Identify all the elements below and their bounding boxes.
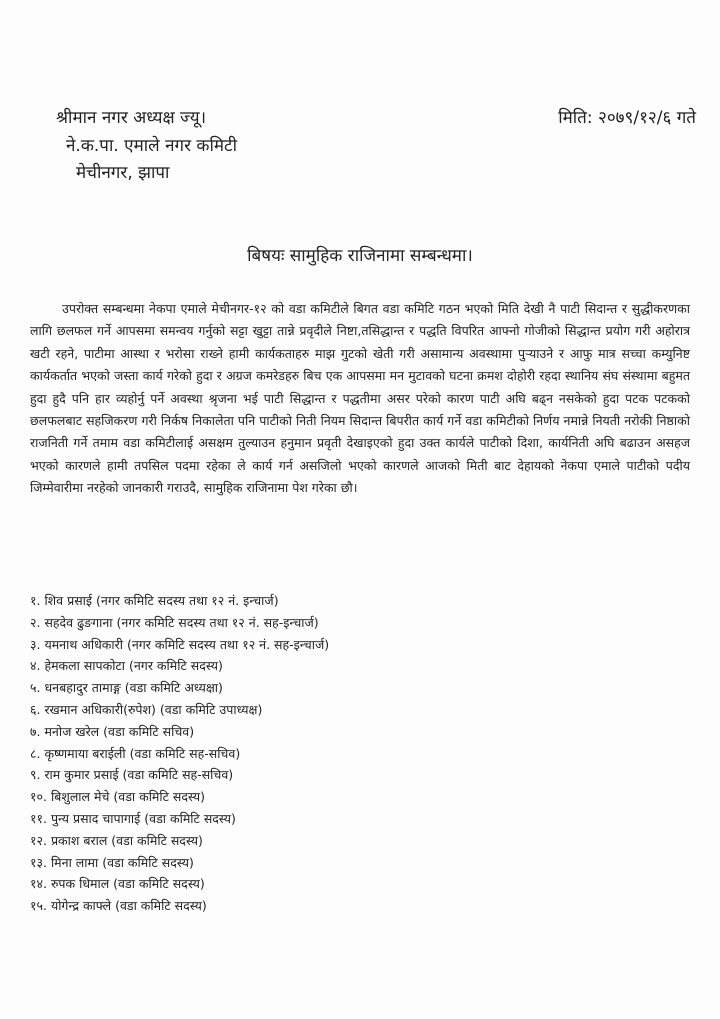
signatory-item: ७. मनोज खरेल (वडा कमिटि सचिव) <box>30 723 195 739</box>
letter-body: उपरोक्त सम्बन्धमा नेकपा एमाले मेचीनगर-१२ को वडा कमिटीले बिगत वडा कमिटि गठन भएको मिति देखी नै पाटी सिदान्त र सुद्धीकरणका लागि छलफल गर्ने आपसमा समन्वय गर्नुको सट्टा खुट्टा तान्ने प्रवृदीले निष्टा,तसिद्धान्त र पद्धति विपरित आफ्नो गोजीको सिद्धान्त प्रयोग गरी अहोरात्र खटी रहने, पाटीमा आस्था र भरोसा राख्ने हामी कार्यकताहरु माझ गुटको खेती गरी असामान्य अवस्थामा पुऱ्याउने र आफु मात्र सच्चा कम्युनिष्ट कार्यकर्तात भएको जस्ता कार्य गरेको हुदा र अग्रज कमरेडहरु बिच एक आपसमा मन मुटावको घटना क्रमश दोहोरी रहदा स्थानिय संघ संस्थामा बहुमत हुदा हुदै पनि हार व्यहोर्नु पर्ने अवस्था श्रृजना भई पाटी सिद्धान्त र पद्धतीमा असर परेको कारण पाटी अघि बढ्न नसकेको हुदा पटक पटकको छलफलबाट सहजिकरण गरी निर्कष निकालेता पनि पाटीको निती नियम सिदान्त बिपरीत कार्य गर्ने वडा कमिटीको निर्णय नमान्ने नियती नरोकी निष्ठाको राजनिती गर्ने तमाम वडा कमिटीलाई असक्षम तुल्याउन हनुमान प्रवृती देखाइएको हुदा उक्त कार्यले पाटीको दिशा, कार्यनिती अघि बढाउन असहज भएको कारणले हामी तपसिल पदमा रहेका ले कार्य गर्न असजिलो भएको कारणले आजको मिती बाट देहायको नेकपा एमाले पाटीको पदीय जिम्मेवारीमा नरहेको जानकारी गराउदै, सामुहिक राजिनामा पेश गरेका छौ। <box>30 301 690 496</box>
signatory-item: ४. हेमकला सापकोटा (नगर कमिटि सदस्य) <box>30 658 223 674</box>
recipient-line-1: श्रीमान नगर अध्यक्ष ज्यू। <box>56 108 207 128</box>
letter-subject: बिषयः सामुहिक राजिनामा सम्बन्धमा। <box>247 246 473 266</box>
signatory-item: ६. रखमान अधिकारी(रुपेश) (वडा कमिटि उपाध्यक्ष) <box>30 701 263 717</box>
recipient-line-2: ने.क.पा. एमाले नगर कमिटी <box>66 136 238 156</box>
signatory-item: ३. यमनाथ अधिकारी (नगर कमिटि सदस्य तथा १२ नं. सह-इन्चार्ज) <box>30 636 330 652</box>
signatory-item: ५. धनबहादुर तामाङ्ग (वडा कमिटि अध्यक्षा) <box>30 680 223 696</box>
recipient-line-3: मेचीनगर, झापा <box>76 163 170 183</box>
letter-date: मिति: २०७९/१२/६ गते <box>558 108 696 128</box>
signatory-item: ११. पुन्य प्रसाद चापागाई (वडा कमिटि सदस्य) <box>30 810 236 826</box>
signatory-item: २. सहदेव ढुङगाना (नगर कमिटि सदस्य तथा १२ नं. सह-इन्चार्ज) <box>30 614 319 630</box>
signatory-item: १५. योगेन्द्र काफ्ले (वडा कमिटि सदस्य) <box>30 898 207 914</box>
signatory-item: १. शिव प्रसाई (नगर कमिटि सदस्य तथा १२ नं. इन्चार्ज) <box>30 593 279 608</box>
signatory-item: १२. प्रकाश बराल (वडा कमिटि सदस्य) <box>30 832 203 848</box>
signatory-item: १४. रुपक धिमाल (वडा कमिटि सदस्य) <box>30 876 205 892</box>
signatory-item: ८. कृष्णमाया बराईली (वडा कमिटि सह-सचिव) <box>30 745 241 761</box>
signatory-item: ९. राम कुमार प्रसाई (वडा कमिटि सह-सचिव) <box>30 767 234 783</box>
signatory-item: १३. मिना लामा (वडा कमिटि सदस्य) <box>30 854 194 870</box>
signatory-item: १०. बिशुलाल मेचे (वडा कमिटि सदस्य) <box>30 789 205 805</box>
signatory-list <box>30 590 530 917</box>
